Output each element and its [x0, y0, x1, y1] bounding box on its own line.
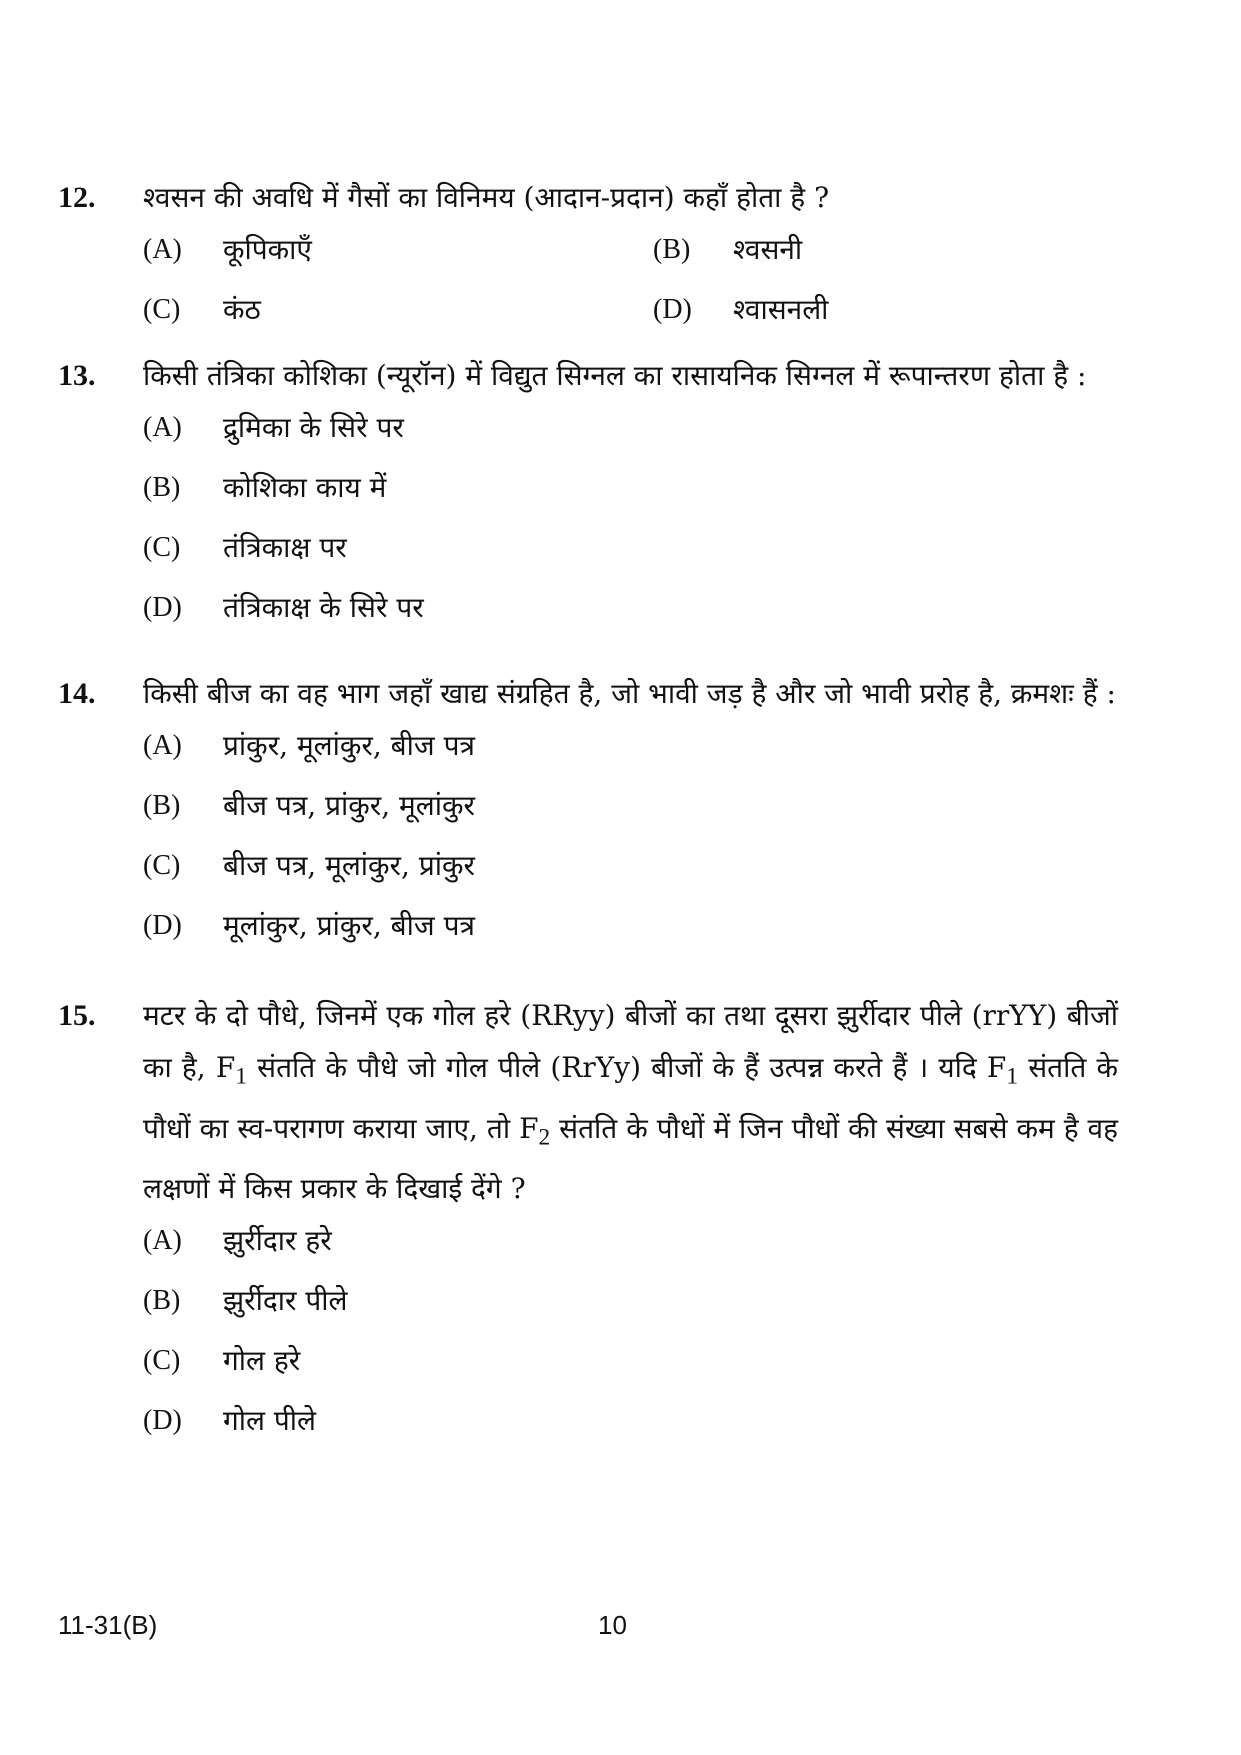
option-text: गोल हरे	[223, 1344, 301, 1378]
option-b[interactable]	[143, 1275, 1118, 1335]
option-label: (A)	[143, 412, 182, 443]
question-number: 12.	[58, 181, 96, 214]
subscript: 1	[1006, 1063, 1019, 1090]
option-text: श्वासनली	[733, 293, 829, 326]
option-label: (D)	[143, 1405, 182, 1437]
question-text: किसी बीज का वह भाग जहाँ खाद्य संग्रहित है, जो भावी जड़ है और जो भावी प्ररोह है, क्रमशः हैं :	[143, 677, 1116, 710]
question-number: 13.	[58, 359, 96, 392]
option-label: (C)	[143, 850, 181, 881]
option-text: कोशिका काय में	[223, 471, 387, 504]
question-14	[58, 668, 1118, 960]
option-d[interactable]	[143, 582, 1118, 642]
question-13	[58, 350, 1118, 642]
option-text: प्रांकुर, मूलांकुर, बीज पत्र	[223, 729, 475, 762]
option-label: (C)	[143, 1345, 181, 1377]
option-text: श्वसनी	[733, 233, 803, 266]
options-row-1	[143, 224, 1118, 284]
option-text: तंत्रिकाक्ष पर	[223, 531, 347, 564]
option-a[interactable]	[143, 402, 1118, 462]
option-label: (B)	[143, 472, 181, 503]
option-text: झुर्रीदार पीले	[223, 1284, 348, 1318]
option-text: तंत्रिकाक्ष के सिरे पर	[223, 591, 424, 624]
option-b[interactable]	[143, 780, 1118, 840]
option-text: मूलांकुर, प्रांकुर, बीज पत्र	[223, 909, 475, 942]
paper-code: 11-31(B)	[58, 1610, 158, 1640]
option-d[interactable]	[143, 1395, 1118, 1455]
option-label: (A)	[143, 1225, 182, 1257]
option-label: (D)	[143, 592, 182, 623]
page-number: 10	[598, 1610, 627, 1640]
question-number: 15.	[58, 999, 96, 1032]
option-label: (A)	[143, 234, 182, 265]
option-label: (C)	[143, 532, 181, 563]
option-c[interactable]	[143, 522, 1118, 582]
option-d[interactable]	[143, 900, 1118, 960]
subscript: 1	[235, 1063, 247, 1090]
question-text-part: मटर के दो पौधे, जिनमें एक गोल हरे (RRyy) बीजों का तथा दूसरा झुर्रीदार पीले (rrYY) बीजों का है, F	[143, 999, 1118, 1084]
question-text	[143, 990, 1118, 1215]
option-a[interactable]	[143, 720, 1118, 780]
option-text: बीज पत्र, प्रांकुर, मूलांकुर	[223, 789, 475, 822]
question-15	[58, 990, 1118, 1455]
option-text: कूपिकाएँ	[223, 233, 312, 266]
question-text-part: संतति के पौधों में जिन पौधों की संख्या सबसे कम है वह लक्षणों में किस प्रकार के दिखाई देंगे ?	[143, 1111, 1118, 1206]
option-text: कंठ	[223, 293, 261, 326]
option-text: बीज पत्र, मूलांकुर, प्रांकुर	[223, 849, 475, 882]
option-c[interactable]	[143, 1335, 1118, 1395]
question-text: श्वसन की अवधि में गैसों का विनिमय (आदान-प्रदान) कहाँ होता है ?	[143, 181, 830, 214]
option-label: (C)	[143, 294, 181, 325]
question-text: किसी तंत्रिका कोशिका (न्यूरॉन) में विद्युत सिग्नल का रासायनिक सिग्नल में रूपान्तरण होता है :	[143, 359, 1087, 392]
question-number: 14.	[58, 677, 96, 710]
subscript: 2	[538, 1124, 551, 1151]
option-text: झुर्रीदार हरे	[223, 1224, 332, 1258]
option-c[interactable]	[143, 840, 1118, 900]
question-text-part: संतति के पौधों का स्व-परागण कराया जाए, तो F	[143, 1051, 1118, 1145]
option-label: (B)	[143, 1285, 181, 1317]
option-label: (D)	[653, 294, 692, 325]
question-12	[58, 172, 1118, 344]
option-text: गोल पीले	[223, 1404, 317, 1438]
option-label: (B)	[653, 234, 691, 265]
option-label: (D)	[143, 910, 182, 941]
option-a[interactable]	[143, 1215, 1118, 1275]
options-row-2	[143, 284, 1118, 344]
option-label: (A)	[143, 730, 182, 761]
option-label: (B)	[143, 790, 181, 821]
option-b[interactable]	[143, 462, 1118, 522]
option-text: द्रुमिका के सिरे पर	[223, 411, 404, 444]
question-text-part: संतति के पौधे जो गोल पीले (RrYy) बीजों के हैं उत्पन्न करते हैं । यदि F	[246, 1051, 1007, 1084]
